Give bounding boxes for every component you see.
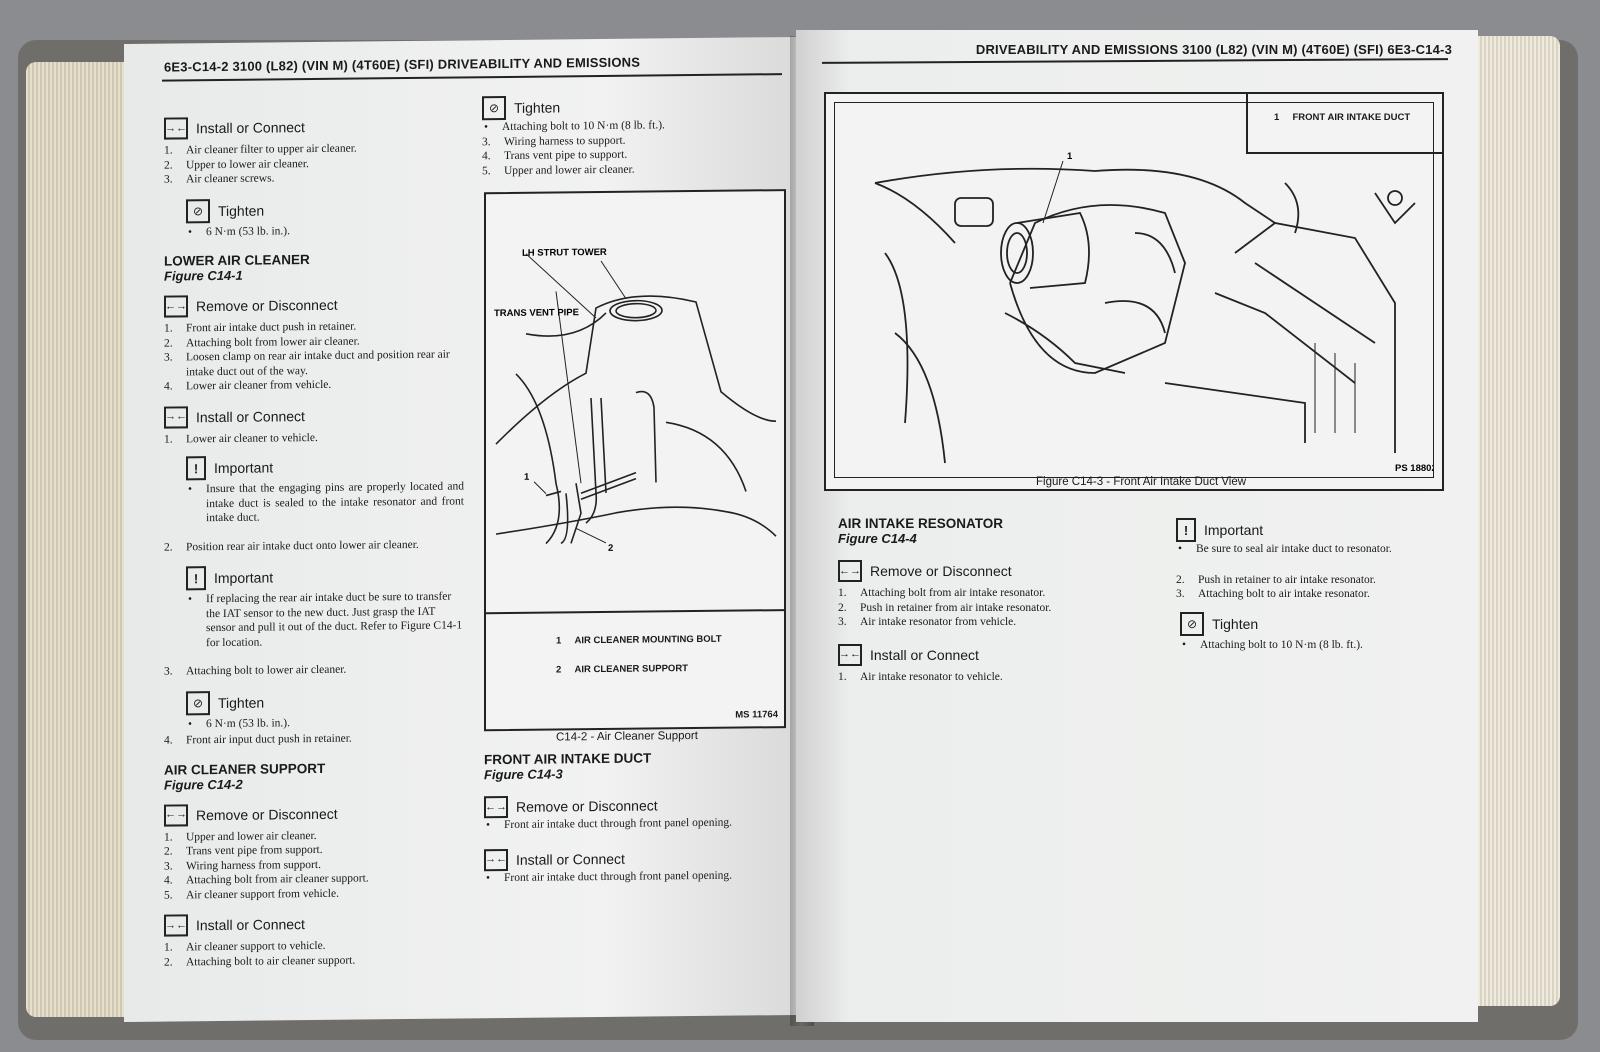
remove-disconnect-heading	[484, 793, 794, 818]
list-item: 3. Air intake resonator from vehicle.	[838, 616, 1017, 628]
step-number: 3.	[1176, 588, 1185, 600]
label-lh-strut-tower: LH STRUT TOWER	[522, 246, 607, 259]
list-item: 4. Front air input duct push in retainer.	[164, 732, 352, 747]
install-label: Install or Connect	[196, 407, 305, 425]
step-text: Wiring harness from support.	[186, 858, 321, 872]
list-item: 2. Trans vent pipe from support.	[164, 843, 323, 858]
step-number: 4.	[482, 150, 491, 163]
remove-label: Remove or Disconnect	[870, 563, 1012, 579]
important-icon: !	[186, 566, 206, 590]
step-text: Air cleaner screws.	[186, 172, 275, 186]
remove-steps	[164, 827, 464, 903]
step-text: Trans vent pipe from support.	[186, 843, 323, 858]
important-label: Important	[214, 569, 274, 587]
tighten-value: • Attaching bolt to 10 N·m (8 lb. ft.).	[1180, 638, 1456, 653]
air-cleaner-support-illustration	[486, 191, 784, 612]
remove-disconnect-icon: ←→	[484, 796, 508, 818]
left-running-header: 6E3-C14-2 3100 (L82) (VIN M) (4T60E) (SFI) DRIVEABILITY AND EMISSIONS	[164, 54, 641, 75]
list-item: 2. Position rear air intake duct onto lower air cleaner.	[164, 538, 419, 554]
figure-ref: Figure C14-3	[484, 766, 563, 783]
label-trans-vent-pipe: TRANS VENT PIPE	[494, 307, 579, 320]
legend-number: 1	[556, 635, 562, 647]
step-number: 3.	[482, 135, 491, 148]
step-text: Air cleaner support to vehicle.	[186, 939, 326, 954]
right-running-header: DRIVEABILITY AND EMISSIONS 3100 (L82) (VIN M) (4T60E) (SFI) 6E3-C14-3	[975, 42, 1452, 57]
tighten-value: • Attaching bolt to 10 N·m (8 lb. ft.).	[482, 117, 792, 135]
remove-disconnect-heading	[838, 560, 1138, 582]
step-text: Upper to lower air cleaner.	[186, 157, 309, 171]
step-text: Attaching bolt from air intake resonator.	[860, 587, 1046, 599]
step-text: Attaching bolt to air intake resonator.	[1198, 588, 1370, 600]
resonator-section	[838, 516, 1138, 684]
left-page	[124, 37, 808, 1022]
figure-code: PS 18802	[1395, 463, 1433, 474]
install-connect-heading	[164, 911, 464, 936]
legend-item	[556, 663, 722, 676]
section-title: FRONT AIR INTAKE DUCT	[484, 750, 652, 768]
install-steps	[164, 429, 464, 447]
section-title: LOWER AIR CLEANER	[164, 252, 310, 269]
important-label: Important	[1204, 522, 1264, 538]
important-note: • Insure that the engaging pins are properly located and intake duct is sealed to the intake resonator and front intake duct.	[186, 479, 464, 525]
remove-disconnect-icon: ←→	[838, 560, 862, 582]
important-note: • Be sure to seal air intake duct to resonator.	[1176, 542, 1456, 557]
figure-c14-2	[484, 189, 786, 731]
tighten-icon: ⊘	[186, 199, 210, 223]
tighten-heading	[482, 93, 792, 120]
list-item: 1. Air cleaner filter to upper air cleaner.	[164, 142, 357, 157]
list-item: 1. Attaching bolt from air intake resonator.	[838, 587, 1046, 599]
figure-ref: Figure C14-2	[164, 776, 243, 793]
step-text: Attaching bolt from air cleaner support.	[186, 872, 369, 887]
install-connect-heading	[838, 644, 1138, 666]
step-text: Upper and lower air cleaner.	[504, 163, 635, 177]
tighten-label: Tighten	[218, 202, 265, 219]
tighten-label: Tighten	[514, 99, 561, 116]
remove-disconnect-icon: ←→	[164, 804, 188, 826]
legend-number: 1	[1274, 112, 1280, 123]
remove-disconnect-icon: ←→	[164, 295, 188, 317]
tighten-value: • 6 N·m (53 lb. in.).	[186, 222, 464, 239]
tighten-heading	[1180, 612, 1456, 636]
list-item: 2. Upper to lower air cleaner.	[164, 157, 309, 172]
list-item: 1. Lower air cleaner to vehicle.	[164, 431, 318, 446]
remove-label: Remove or Disconnect	[196, 805, 338, 823]
list-item: 1. Front air intake duct push in retainer.	[164, 320, 357, 335]
important-heading	[1176, 518, 1456, 542]
list-item	[1176, 587, 1456, 602]
step-text: Front air intake duct push in retainer.	[186, 320, 357, 335]
remove-steps	[838, 586, 1138, 630]
step-text: Push in retainer to air intake resonator.	[1198, 573, 1376, 586]
step-list	[482, 132, 792, 179]
important-label: Important	[214, 459, 274, 477]
install-connect-heading	[484, 845, 794, 870]
list-item: 3. Loosen clamp on rear air intake duct and position rear air intake duct out of the way.	[164, 348, 450, 378]
list-item: 2. Push in retainer from air intake resonator.	[838, 601, 1052, 614]
section-title: AIR CLEANER SUPPORT	[164, 760, 326, 778]
step-list	[164, 537, 464, 555]
legend-number: 2	[556, 664, 562, 676]
figure-ref: Figure C14-1	[164, 267, 243, 284]
figure-legend	[556, 634, 722, 676]
tighten-value: • 6 N·m (53 lb. in.).	[186, 714, 464, 731]
install-connect-icon: →←	[164, 117, 188, 139]
list-item: 3. Attaching bolt to lower air cleaner.	[164, 663, 347, 678]
important-heading	[186, 563, 464, 590]
important-heading	[186, 453, 464, 480]
important-icon: !	[1176, 518, 1196, 542]
right-page	[796, 30, 1478, 1022]
step-text: Wiring harness to support.	[504, 134, 626, 148]
install-connect-heading	[164, 114, 464, 139]
list-item: 1. Air cleaner support to vehicle.	[164, 939, 326, 954]
right-column	[482, 93, 792, 178]
list-item	[482, 161, 792, 179]
remove-label: Remove or Disconnect	[196, 296, 338, 315]
install-connect-heading	[164, 403, 464, 428]
header-rule	[162, 73, 782, 81]
step-text: Attaching bolt to air cleaner support.	[186, 954, 356, 968]
step-text: Air cleaner support from vehicle.	[186, 887, 339, 901]
install-label: Install or Connect	[870, 646, 979, 663]
install-connect-icon: →←	[164, 914, 188, 936]
list-item: 3. Wiring harness from support.	[164, 858, 321, 873]
step-text: Upper and lower air cleaner.	[186, 829, 317, 843]
tighten-heading	[186, 688, 464, 715]
install-steps	[164, 937, 464, 969]
resonator-install-section	[1176, 518, 1456, 652]
figure-code: MS 11764	[735, 709, 778, 721]
remove-steps	[164, 318, 464, 394]
step-text: Attaching bolt to lower air cleaner.	[186, 663, 347, 678]
step-text: Air intake resonator from vehicle.	[860, 616, 1017, 628]
callout-2: 2	[608, 542, 614, 554]
list-item: 2. Attaching bolt to air cleaner support.	[164, 954, 356, 969]
figure-caption: Figure C14-3 - Front Air Intake Duct View	[1036, 476, 1247, 488]
figure-inner-frame	[834, 102, 1434, 478]
install-steps	[164, 140, 464, 187]
step-text: Lower air cleaner to vehicle.	[186, 431, 318, 445]
tighten-label: Tighten	[1212, 615, 1259, 632]
install-label: Install or Connect	[516, 850, 625, 868]
install-label: Install or Connect	[196, 119, 305, 137]
list-item: 4. Attaching bolt from air cleaner support.	[164, 872, 369, 887]
important-note: • If replacing the rear air intake duct be sure to transfer the IAT sensor to the new duct. Just grasp the IAT sensor and pull it out of the duct. Refer to Figure C14-1 for location.	[186, 589, 464, 650]
front-duct-section	[484, 749, 794, 885]
install-connect-icon: →←	[164, 406, 188, 428]
step-text: Air cleaner filter to upper air cleaner.	[186, 142, 357, 157]
remove-disconnect-heading	[164, 801, 464, 826]
figure-c14-3	[824, 92, 1444, 491]
step-text: Push in retainer from air intake resonator.	[860, 601, 1052, 614]
figure-ref: Figure C14-4	[838, 531, 917, 546]
install-item: • Front air intake duct through front panel opening.	[484, 867, 794, 885]
list-item: 4. Lower air cleaner from vehicle.	[164, 378, 332, 393]
left-column	[164, 114, 464, 969]
callout-1: 1	[524, 471, 530, 483]
step-text: Lower air cleaner from vehicle.	[186, 378, 332, 393]
front-air-intake-duct-illustration	[835, 103, 1433, 477]
step-text: Trans vent pipe to support.	[504, 148, 628, 163]
header-rule	[822, 58, 1448, 64]
tighten-heading	[186, 196, 464, 223]
tighten-icon: ⊘	[186, 691, 210, 715]
install-steps	[838, 670, 1138, 685]
important-icon: !	[186, 456, 206, 480]
remove-disconnect-heading	[164, 292, 464, 317]
step-number: 5.	[482, 164, 491, 177]
list-item: 5. Air cleaner support from vehicle.	[164, 887, 339, 902]
step-list	[1176, 573, 1456, 602]
tighten-label: Tighten	[218, 694, 265, 711]
step-list	[164, 730, 464, 748]
figure-caption: C14-2 - Air Cleaner Support	[556, 729, 698, 744]
step-text: Attaching bolt from lower air cleaner.	[186, 335, 360, 349]
legend-text: AIR CLEANER SUPPORT	[574, 663, 688, 676]
remove-label: Remove or Disconnect	[516, 797, 658, 815]
legend-text: AIR CLEANER MOUNTING BOLT	[574, 633, 722, 647]
list-item: 3. Air cleaner screws.	[164, 172, 275, 186]
list-item: 1. Upper and lower air cleaner.	[164, 829, 317, 844]
list-item	[1176, 573, 1456, 588]
install-label: Install or Connect	[196, 916, 305, 934]
list-item: 2. Attaching bolt from lower air cleaner.	[164, 335, 360, 350]
step-text: Position rear air intake duct onto lower air cleaner.	[186, 538, 419, 553]
step-number: 2.	[1176, 573, 1185, 586]
step-text: Air intake resonator to vehicle.	[860, 670, 1003, 683]
tighten-icon: ⊘	[1180, 612, 1204, 636]
remove-item: • Front air intake duct through front panel opening.	[484, 815, 794, 833]
list-item: 1. Air intake resonator to vehicle.	[838, 670, 1003, 683]
step-text: Front air input duct push in retainer.	[186, 732, 352, 747]
install-connect-icon: →←	[484, 848, 508, 870]
section-title: AIR INTAKE RESONATOR	[838, 516, 1004, 531]
left-page-stack	[26, 62, 136, 1017]
step-list	[164, 661, 464, 679]
legend-text: FRONT AIR INTAKE DUCT	[1292, 112, 1411, 123]
step-text: Loosen clamp on rear air intake duct and position rear air intake duct out of the way.	[186, 348, 450, 378]
install-connect-icon: →←	[838, 644, 862, 666]
tighten-icon: ⊘	[482, 96, 506, 120]
legend-item	[556, 634, 722, 647]
callout-1: 1	[1067, 151, 1073, 162]
